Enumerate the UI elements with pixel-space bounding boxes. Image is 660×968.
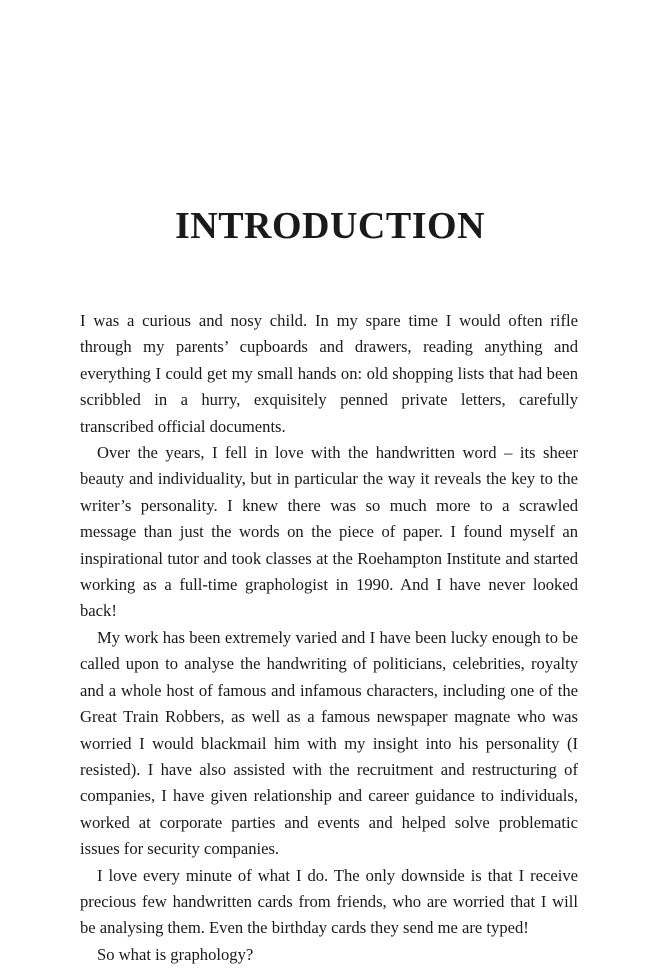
paragraph-4: I love every minute of what I do. The only downside is that I receive precious few handwritten cards from friends, who are worried that I will be analysing them. Even the birthday cards they send me are typed! [80,865,578,938]
paragraph-3: My work has been extremely varied and I have been lucky enough to be called upon to analyse the handwriting of politicians, celebrities, royalty and a whole host of famous and infamous characters, including one of the Great Train Robbers, as well as a famous newspaper magnate who was worried I would blackmail him with my insight into his personality (I resisted). I have also assisted with the recruitment and restructuring of companies, I have given relationship and career guidance to individuals, worked at corporate parties and events and helped solve problematic issues for security companies. [80,627,578,859]
paragraph-1: I was a curious and nosy child. In my spare time I would often rifle through my parents’ cupboards and drawers, reading anything and everything I could get my small hands on: old shopping lists that had been scribbled in a hurry, exquisitely penned private letters, carefully transcribed official documents. [80,311,578,436]
paragraph-5: So what is graphology? [97,944,254,964]
body-text [80,308,578,968]
chapter-title: INTRODUCTION [174,205,486,247]
paragraph-2: Over the years, I fell in love with the handwritten word – its sheer beauty and individuality, but in particular the way it reveals the key to the writer’s personality. I knew there was so much more to a scrawled message than just the words on the piece of paper. I found myself an inspirational tutor and took classes at the Roehampton Institute and started working as a full-time graphologist in 1990. And I have never looked back! [80,443,578,621]
